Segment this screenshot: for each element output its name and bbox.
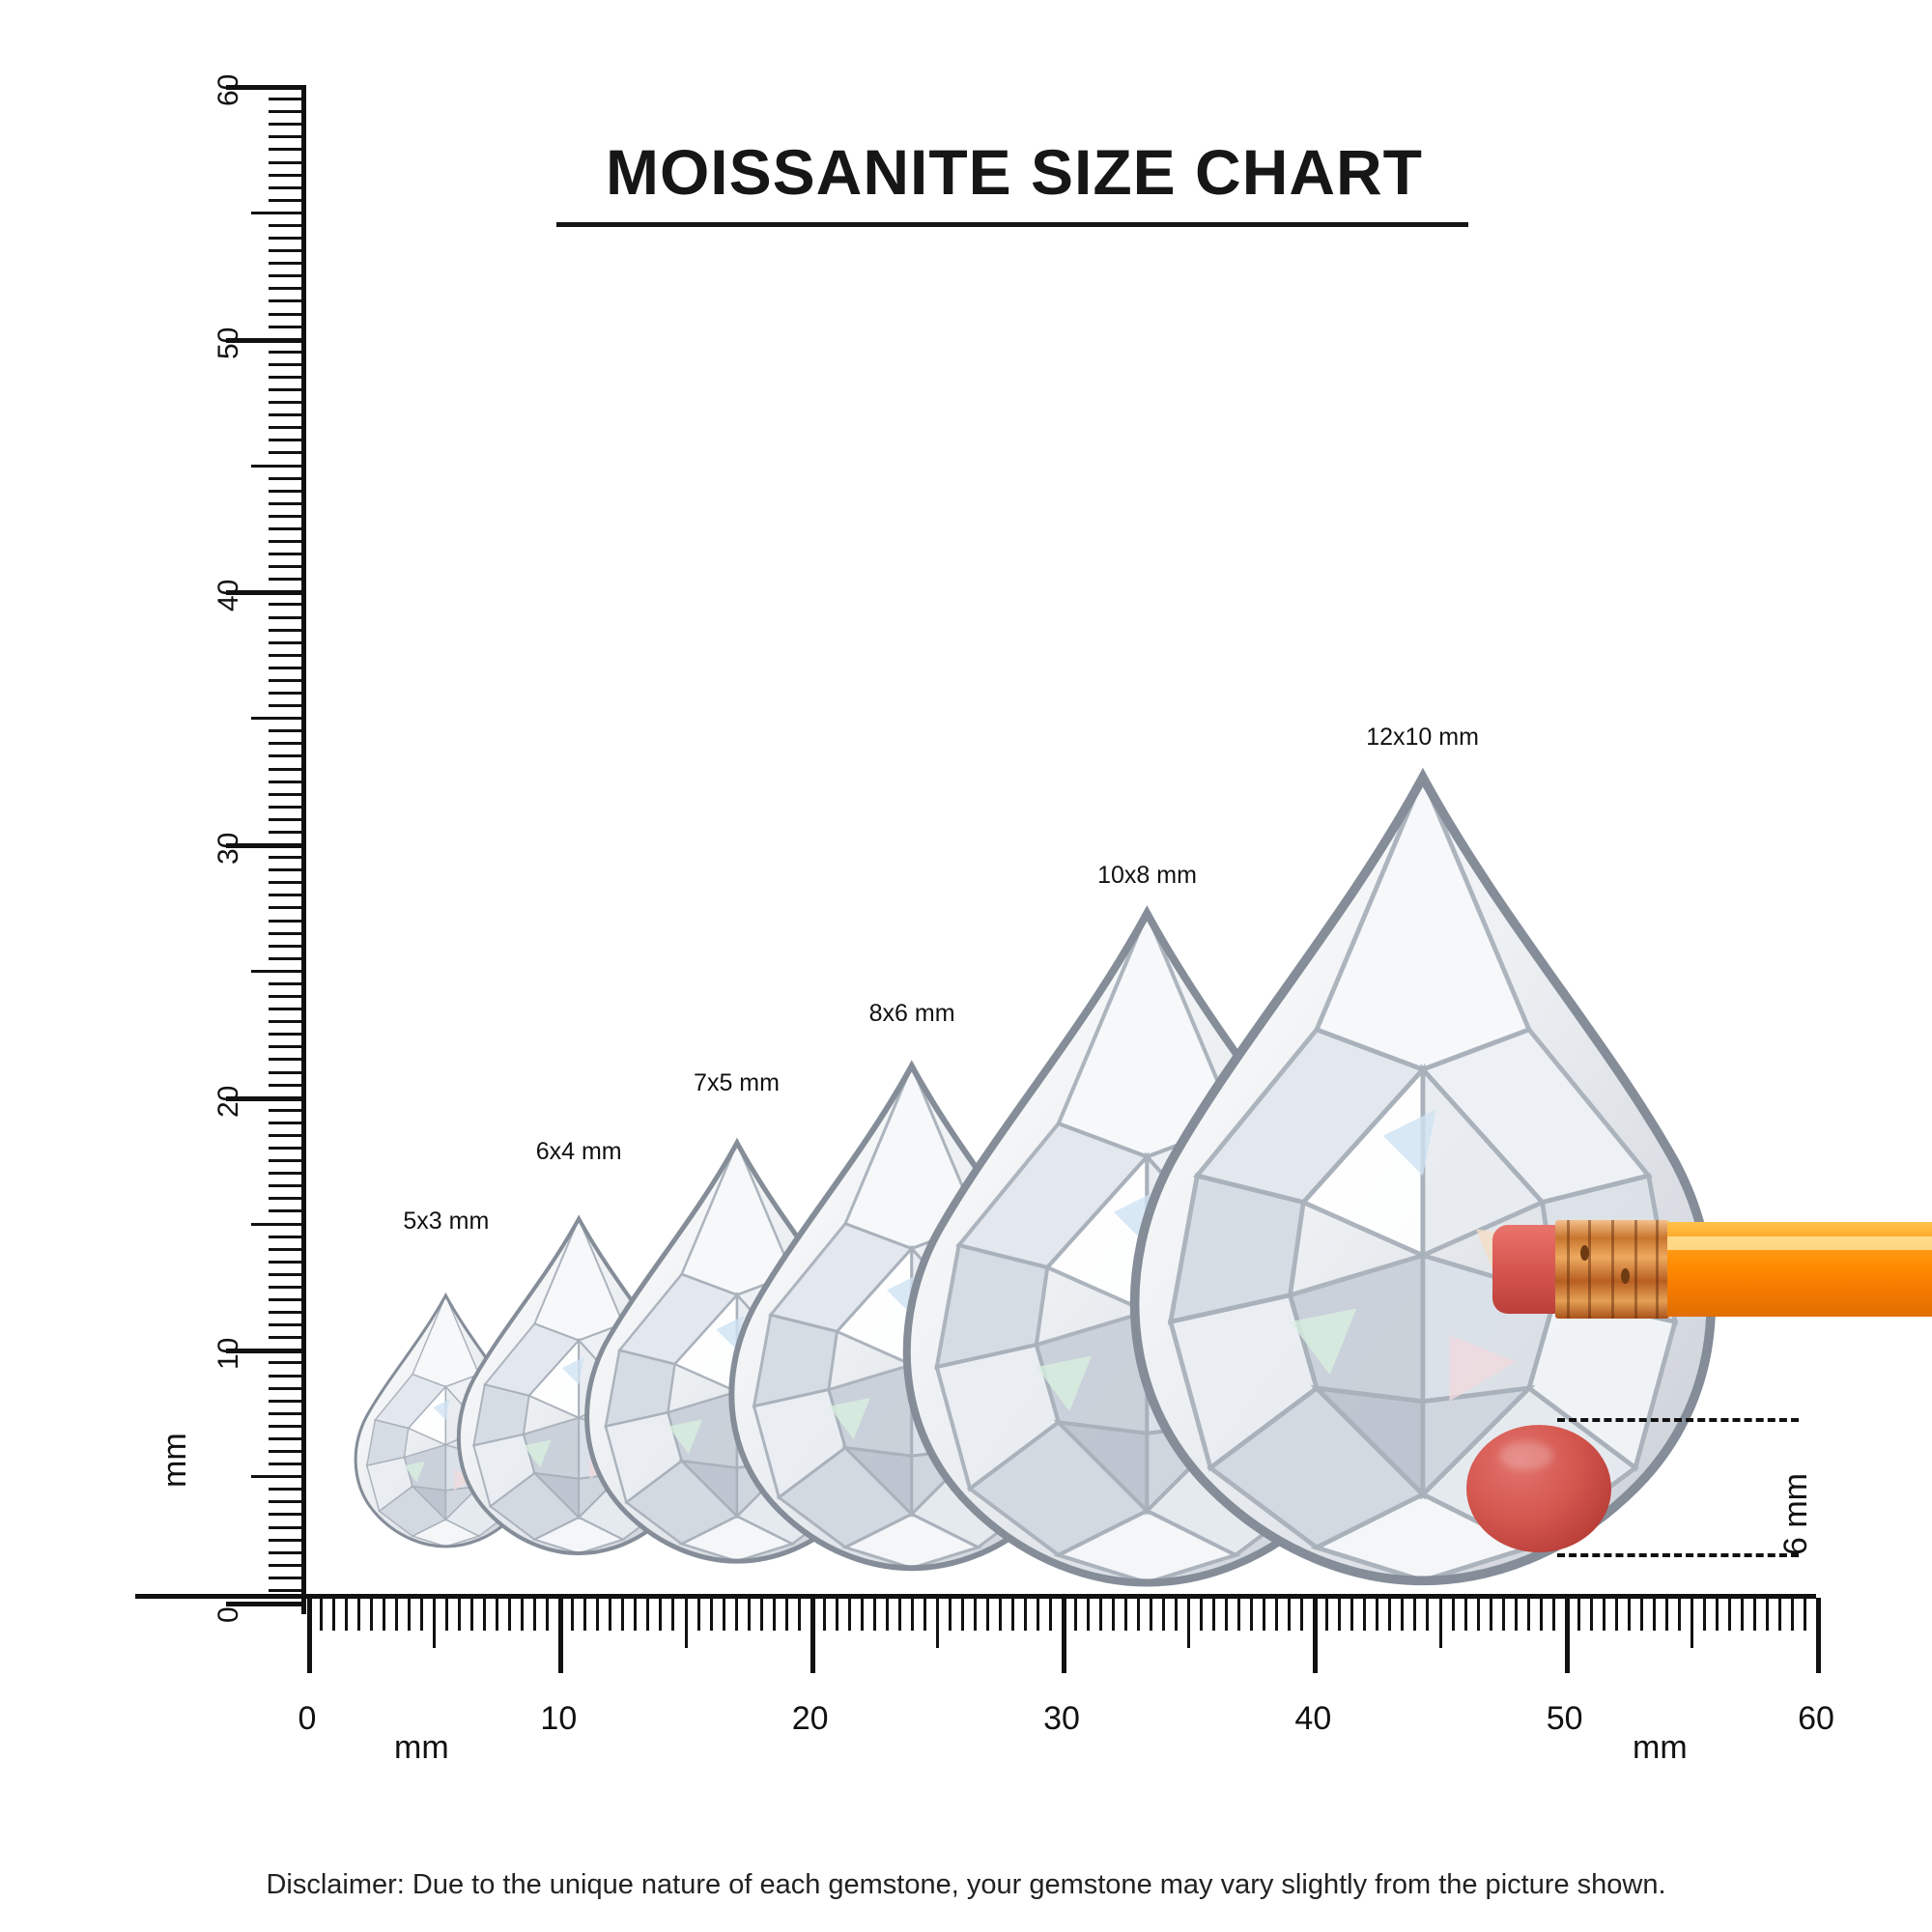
vertical-ruler-tick — [269, 768, 301, 771]
horizontal-ruler-tick — [1540, 1598, 1543, 1631]
vertical-ruler-tick — [269, 262, 301, 265]
horizontal-ruler-tick — [1087, 1598, 1090, 1631]
vertical-ruler-tick — [269, 1109, 301, 1112]
vertical-ruler-tick — [269, 1400, 301, 1403]
gem-size-label: 5x3 mm — [403, 1208, 490, 1236]
horizontal-ruler-tick — [1502, 1598, 1505, 1631]
horizontal-ruler-tick — [1237, 1598, 1240, 1631]
eraser-highlight — [1499, 1441, 1553, 1470]
horizontal-ruler-tick — [445, 1598, 448, 1631]
vertical-ruler-tick — [269, 1577, 301, 1579]
horizontal-ruler-tick — [1413, 1598, 1416, 1631]
vertical-ruler-tick — [269, 629, 301, 632]
vertical-ruler-tick — [269, 1122, 301, 1124]
vertical-ruler-tick — [269, 351, 301, 354]
horizontal-ruler-tick — [521, 1598, 524, 1631]
vertical-ruler-tick — [269, 920, 301, 923]
horizontal-ruler-tick — [873, 1598, 876, 1631]
horizontal-ruler-tick — [1225, 1598, 1228, 1631]
vertical-ruler-tick — [269, 1336, 301, 1339]
horizontal-ruler-tick — [1250, 1598, 1253, 1631]
vertical-ruler-tick — [269, 1045, 301, 1048]
horizontal-ruler-tick — [395, 1598, 398, 1631]
horizontal-ruler-tick — [1665, 1598, 1668, 1631]
horizontal-ruler-tick — [1753, 1598, 1756, 1631]
horizontal-ruler-tick — [1728, 1598, 1731, 1631]
vertical-ruler-tick — [251, 1223, 301, 1226]
vertical-ruler-tick-label: 30 — [213, 832, 244, 865]
vertical-ruler-tick — [269, 1488, 301, 1491]
horizontal-ruler-tick — [558, 1598, 563, 1673]
horizontal-ruler-tick — [961, 1598, 964, 1631]
horizontal-ruler-tick-label: 60 — [1798, 1700, 1834, 1737]
horizontal-ruler-tick — [936, 1598, 939, 1648]
horizontal-ruler-tick — [823, 1598, 826, 1631]
vertical-ruler-tick — [269, 237, 301, 240]
horizontal-ruler-tick — [1175, 1598, 1178, 1631]
horizontal-ruler-tick — [370, 1598, 373, 1631]
horizontal-ruler-tick — [1490, 1598, 1492, 1631]
gem-size-label: 6x4 mm — [535, 1138, 622, 1166]
horizontal-ruler-tick — [671, 1598, 674, 1631]
horizontal-ruler-tick — [307, 1598, 312, 1673]
horizontal-ruler-tick — [546, 1598, 549, 1631]
horizontal-ruler-tick — [646, 1598, 649, 1631]
disclaimer-text: Disclaimer: Due to the unique nature of each gemstone, your gemstone may vary slightly from the picture shown. — [266, 1869, 1666, 1900]
measure-line-bottom — [1557, 1553, 1799, 1557]
horizontal-ruler-tick — [483, 1598, 486, 1631]
vertical-ruler-tick — [269, 1008, 301, 1010]
horizontal-ruler-unit-label-right: mm — [1633, 1729, 1688, 1766]
horizontal-ruler-tick — [1263, 1598, 1265, 1631]
horizontal-ruler-tick — [1690, 1598, 1693, 1648]
vertical-ruler-tick — [269, 186, 301, 189]
vertical-ruler-tick — [269, 376, 301, 379]
vertical-ruler-tick — [269, 1071, 301, 1074]
horizontal-ruler-tick — [357, 1598, 360, 1631]
vertical-ruler-tick — [269, 754, 301, 757]
gem-item — [1077, 723, 1769, 1594]
vertical-ruler-tick — [269, 274, 301, 277]
horizontal-ruler-tick — [1640, 1598, 1643, 1631]
vertical-ruler-tick — [269, 1273, 301, 1276]
vertical-ruler-tick — [269, 363, 301, 366]
horizontal-ruler-tick-label: 50 — [1546, 1700, 1583, 1737]
vertical-ruler-tick — [269, 831, 301, 834]
vertical-ruler-tick — [269, 1147, 301, 1150]
vertical-ruler-tick — [269, 413, 301, 416]
horizontal-ruler-tick — [1162, 1598, 1165, 1631]
horizontal-ruler-tick — [1112, 1598, 1115, 1631]
gem-size-label: 7x5 mm — [694, 1068, 780, 1096]
horizontal-ruler-tick — [836, 1598, 838, 1631]
vertical-ruler-tick — [251, 1475, 301, 1478]
pencil-highlight — [1667, 1236, 1932, 1250]
vertical-ruler-tick — [269, 818, 301, 821]
horizontal-ruler-tick — [1350, 1598, 1353, 1631]
horizontal-ruler-tick — [1653, 1598, 1656, 1631]
horizontal-ruler-tick — [1791, 1598, 1794, 1631]
vertical-ruler-tick — [269, 1437, 301, 1440]
horizontal-ruler-tick — [1187, 1598, 1190, 1648]
horizontal-ruler-tick — [433, 1598, 436, 1648]
horizontal-ruler-tick — [1590, 1598, 1593, 1631]
vertical-ruler-tick — [269, 1387, 301, 1390]
horizontal-ruler-tick — [1766, 1598, 1769, 1631]
vertical-ruler-tick — [269, 793, 301, 796]
vertical-ruler-tick — [269, 868, 301, 871]
vertical-ruler-tick — [269, 1084, 301, 1087]
vertical-ruler-tick — [269, 932, 301, 935]
horizontal-ruler-tick — [898, 1598, 901, 1631]
vertical-ruler-tick — [269, 1551, 301, 1554]
horizontal-ruler-tick — [345, 1598, 348, 1631]
vertical-ruler-tick — [269, 565, 301, 568]
vertical-ruler-tick — [269, 1500, 301, 1503]
vertical-ruler-tick — [269, 123, 301, 126]
vertical-ruler-tick — [269, 174, 301, 177]
vertical-ruler-tick — [269, 1286, 301, 1289]
horizontal-ruler-tick — [1565, 1598, 1570, 1673]
page-title: MOISSANITE SIZE CHART — [605, 136, 1424, 208]
horizontal-ruler-tick — [1388, 1598, 1391, 1631]
vertical-ruler-tick-label: 50 — [213, 327, 244, 359]
vertical-ruler-tick — [251, 970, 301, 973]
vertical-ruler-tick — [269, 1172, 301, 1175]
horizontal-ruler-tick-label: 30 — [1043, 1700, 1080, 1737]
pear-gem-icon — [1077, 764, 1769, 1594]
horizontal-ruler-tick — [609, 1598, 611, 1631]
horizontal-ruler-tick-label: 40 — [1294, 1700, 1332, 1737]
vertical-ruler-tick — [269, 1298, 301, 1301]
vertical-ruler-tick — [269, 1134, 301, 1137]
horizontal-ruler-tick — [1338, 1598, 1341, 1631]
horizontal-ruler-tick — [1628, 1598, 1631, 1631]
horizontal-ruler-tick — [1778, 1598, 1781, 1631]
horizontal-ruler-tick — [1452, 1598, 1455, 1631]
horizontal-ruler-tick — [798, 1598, 801, 1631]
horizontal-ruler-tick — [710, 1598, 713, 1631]
vertical-ruler-tick — [269, 1526, 301, 1529]
vertical-ruler-tick — [269, 1159, 301, 1162]
vertical-ruler-tick — [269, 553, 301, 555]
gem-size-label: 12x10 mm — [1366, 723, 1479, 751]
horizontal-ruler-tick-label: 20 — [791, 1700, 829, 1737]
horizontal-ruler-tick — [1577, 1598, 1580, 1631]
vertical-ruler-unit-label: mm — [156, 1433, 193, 1488]
vertical-ruler-tick — [269, 1564, 301, 1567]
horizontal-ruler-tick — [1325, 1598, 1328, 1631]
horizontal-ruler-tick — [458, 1598, 461, 1631]
horizontal-ruler-tick — [1074, 1598, 1077, 1631]
horizontal-ruler-tick — [420, 1598, 423, 1631]
vertical-ruler-tick — [269, 1248, 301, 1251]
horizontal-ruler-tick — [861, 1598, 864, 1631]
horizontal-ruler-tick — [1464, 1598, 1467, 1631]
horizontal-ruler-tick — [1124, 1598, 1127, 1631]
horizontal-ruler-tick — [1804, 1598, 1806, 1631]
vertical-ruler-tick — [251, 212, 301, 214]
horizontal-ruler-tick — [571, 1598, 574, 1631]
horizontal-ruler-tick — [886, 1598, 889, 1631]
horizontal-ruler-tick — [496, 1598, 498, 1631]
horizontal-ruler-tick — [634, 1598, 637, 1631]
horizontal-ruler-tick — [1212, 1598, 1215, 1631]
vertical-ruler-tick — [269, 1058, 301, 1061]
vertical-ruler-tick — [269, 1463, 301, 1465]
horizontal-ruler-tick — [974, 1598, 977, 1631]
vertical-ruler-tick — [269, 287, 301, 290]
horizontal-ruler-tick — [810, 1598, 815, 1673]
vertical-ruler-tick — [269, 1513, 301, 1516]
vertical-ruler-tick — [269, 161, 301, 164]
vertical-ruler-tick — [269, 1589, 301, 1592]
vertical-ruler-tick — [269, 313, 301, 316]
vertical-ruler-tick — [269, 654, 301, 657]
measure-line-top — [1557, 1418, 1799, 1422]
horizontal-ruler-tick — [508, 1598, 511, 1631]
horizontal-ruler-tick — [1678, 1598, 1681, 1631]
vertical-ruler-tick — [269, 1539, 301, 1542]
vertical-ruler-tick — [269, 692, 301, 695]
vertical-ruler-tick — [269, 641, 301, 644]
horizontal-ruler-tick — [320, 1598, 323, 1631]
horizontal-ruler-tick — [1288, 1598, 1291, 1631]
vertical-ruler-tick — [269, 1311, 301, 1314]
vertical-ruler-tick — [269, 451, 301, 454]
vertical-ruler — [135, 73, 319, 1623]
vertical-ruler-tick — [269, 1425, 301, 1428]
vertical-ruler-tick — [269, 490, 301, 493]
horizontal-ruler-tick — [332, 1598, 335, 1631]
vertical-ruler-tick — [269, 856, 301, 859]
vertical-ruler-tick — [269, 945, 301, 948]
horizontal-ruler-tick — [923, 1598, 926, 1631]
vertical-ruler-tick — [269, 742, 301, 745]
vertical-ruler-tick — [269, 401, 301, 404]
horizontal-ruler-tick — [383, 1598, 385, 1631]
horizontal-ruler-tick — [697, 1598, 700, 1631]
vertical-ruler-tick — [269, 502, 301, 505]
gem-size-label: 8x6 mm — [868, 1000, 955, 1028]
horizontal-ruler-tick — [848, 1598, 851, 1631]
vertical-ruler-tick-label: 0 — [213, 1606, 244, 1623]
horizontal-ruler-unit-label-left: mm — [394, 1729, 449, 1766]
gem-size-label: 10x8 mm — [1097, 862, 1197, 890]
horizontal-ruler-tick — [1275, 1598, 1278, 1631]
horizontal-ruler-tick — [735, 1598, 738, 1631]
vertical-ruler-tick — [251, 465, 301, 468]
vertical-ruler-tick — [269, 224, 301, 227]
vertical-ruler-tick — [269, 515, 301, 518]
horizontal-ruler-tick — [1200, 1598, 1203, 1631]
vertical-ruler-tick — [269, 477, 301, 480]
pencil-eraser-icon — [1492, 1225, 1560, 1314]
vertical-ruler-tick — [269, 388, 301, 391]
horizontal-ruler-tick — [949, 1598, 952, 1631]
vertical-ruler-tick — [269, 729, 301, 732]
horizontal-ruler-tick — [1816, 1598, 1821, 1673]
horizontal-ruler-tick-label: 0 — [298, 1700, 317, 1737]
vertical-ruler-tick — [269, 1236, 301, 1238]
vertical-ruler-tick — [269, 679, 301, 682]
vertical-ruler-tick — [269, 1450, 301, 1453]
vertical-ruler-tick — [269, 426, 301, 429]
horizontal-ruler-tick — [1062, 1598, 1066, 1673]
horizontal-ruler-tick — [785, 1598, 788, 1631]
horizontal-ruler-tick — [911, 1598, 914, 1631]
vertical-ruler-tick — [269, 110, 301, 113]
eraser-measure-label: 6 mm — [1777, 1473, 1814, 1555]
horizontal-ruler-tick — [1150, 1598, 1152, 1631]
vertical-ruler-tick-label: 10 — [213, 1337, 244, 1371]
vertical-ruler-tick — [269, 578, 301, 581]
vertical-ruler-tick — [269, 1020, 301, 1023]
horizontal-ruler-tick — [1049, 1598, 1052, 1631]
horizontal-ruler-tick — [1099, 1598, 1102, 1631]
vertical-ruler-tick — [269, 806, 301, 809]
horizontal-ruler-tick — [1137, 1598, 1140, 1631]
vertical-ruler-tick — [269, 1361, 301, 1364]
vertical-ruler-tick — [269, 906, 301, 909]
vertical-ruler-tick — [269, 540, 301, 543]
horizontal-ruler-tick — [621, 1598, 624, 1631]
horizontal-ruler-tick — [1552, 1598, 1555, 1631]
vertical-ruler-tick — [269, 1033, 301, 1036]
horizontal-ruler-tick — [1011, 1598, 1014, 1631]
horizontal-ruler-tick — [1515, 1598, 1518, 1631]
vertical-ruler-tick — [269, 1412, 301, 1415]
vertical-ruler-tick — [269, 199, 301, 202]
horizontal-ruler-tick — [1401, 1598, 1404, 1631]
vertical-ruler-tick — [269, 894, 301, 896]
vertical-ruler-tick-label: 20 — [213, 1085, 244, 1118]
horizontal-ruler-tick — [773, 1598, 776, 1631]
horizontal-ruler-tick — [470, 1598, 473, 1631]
vertical-ruler-tick — [269, 1197, 301, 1200]
horizontal-ruler-tick — [1741, 1598, 1744, 1631]
horizontal-ruler-tick — [533, 1598, 536, 1631]
vertical-ruler-tick — [269, 704, 301, 707]
horizontal-ruler-tick — [999, 1598, 1002, 1631]
horizontal-ruler-tick — [1615, 1598, 1618, 1631]
horizontal-ruler-tick — [1703, 1598, 1706, 1631]
horizontal-ruler-tick — [408, 1598, 411, 1631]
horizontal-ruler-tick — [1426, 1598, 1429, 1631]
title-underline — [556, 222, 1468, 227]
horizontal-ruler-tick — [583, 1598, 586, 1631]
vertical-ruler-tick — [269, 957, 301, 960]
horizontal-ruler-tick — [986, 1598, 989, 1631]
vertical-ruler-tick — [269, 982, 301, 985]
horizontal-ruler-tick — [1037, 1598, 1039, 1631]
gem-stone — [1077, 764, 1769, 1599]
vertical-ruler-tick — [269, 603, 301, 606]
vertical-ruler-tick — [269, 781, 301, 783]
horizontal-ruler-tick — [659, 1598, 662, 1631]
vertical-ruler-tick — [269, 439, 301, 441]
horizontal-ruler-tick — [760, 1598, 763, 1631]
vertical-ruler-tick — [269, 1209, 301, 1212]
horizontal-ruler-tick — [1313, 1598, 1318, 1673]
vertical-ruler-tick — [269, 299, 301, 302]
pencil-ferrule-icon — [1555, 1220, 1669, 1319]
vertical-ruler-tick — [269, 1375, 301, 1378]
vertical-ruler-tick — [269, 527, 301, 530]
vertical-ruler-tick-label: 40 — [213, 579, 244, 612]
horizontal-ruler-tick-label: 10 — [540, 1700, 578, 1737]
horizontal-ruler-tick — [1300, 1598, 1303, 1631]
horizontal-ruler-tick — [1363, 1598, 1366, 1631]
vertical-ruler-tick — [269, 616, 301, 619]
vertical-ruler-tick — [269, 98, 301, 100]
horizontal-ruler-tick — [1477, 1598, 1480, 1631]
horizontal-ruler-tick — [1603, 1598, 1605, 1631]
horizontal-ruler-tick — [748, 1598, 751, 1631]
vertical-ruler-tick — [269, 249, 301, 252]
vertical-ruler-tick — [269, 667, 301, 669]
horizontal-ruler-tick — [1024, 1598, 1027, 1631]
horizontal-ruler-tick — [1527, 1598, 1530, 1631]
horizontal-ruler-tick — [1716, 1598, 1719, 1631]
vertical-ruler-axis — [301, 85, 306, 1614]
horizontal-ruler-tick — [723, 1598, 725, 1631]
vertical-ruler-tick — [269, 881, 301, 884]
vertical-ruler-tick — [269, 148, 301, 151]
horizontal-ruler-tick — [1376, 1598, 1378, 1631]
vertical-ruler-tick — [269, 326, 301, 328]
vertical-ruler-tick — [269, 1323, 301, 1326]
vertical-ruler-tick — [251, 717, 301, 720]
horizontal-ruler-tick — [596, 1598, 599, 1631]
vertical-ruler-tick — [269, 1184, 301, 1187]
horizontal-ruler-tick — [1439, 1598, 1442, 1648]
vertical-ruler-tick — [269, 1261, 301, 1264]
vertical-ruler-tick-label: 60 — [213, 73, 244, 106]
vertical-ruler-tick — [269, 135, 301, 138]
horizontal-ruler-tick — [685, 1598, 688, 1648]
vertical-ruler-tick — [269, 995, 301, 998]
